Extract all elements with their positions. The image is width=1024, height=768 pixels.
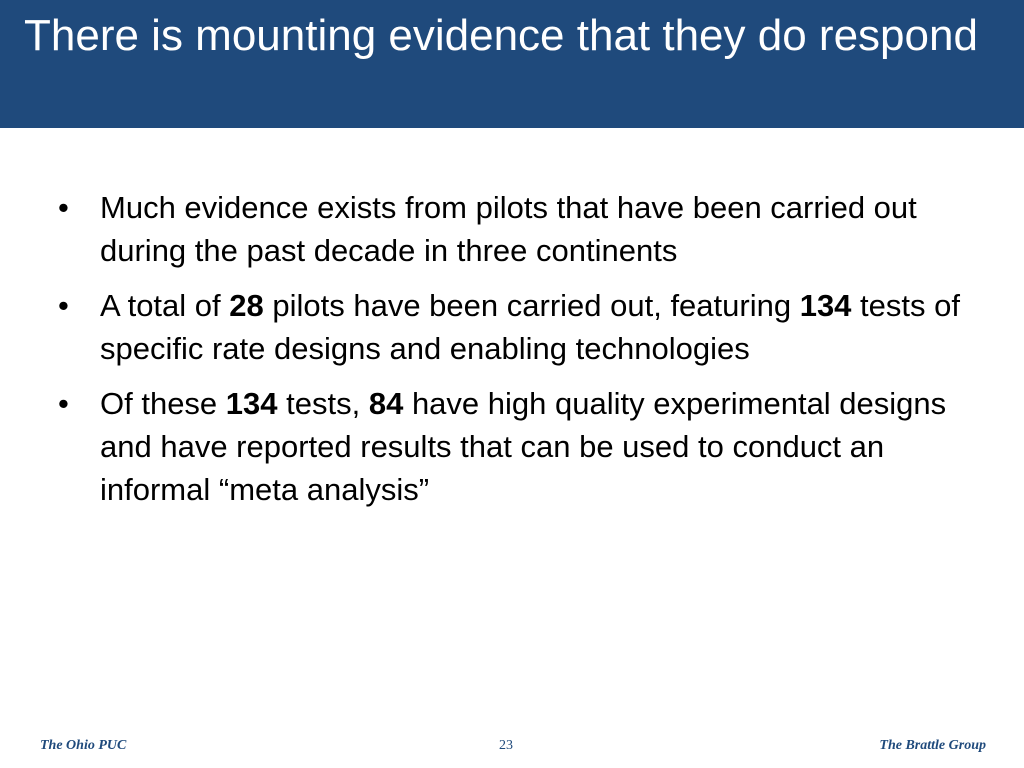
bullet-item [58,284,978,370]
slide-title: There is mounting evidence that they do respond [24,11,978,60]
bullet-bold-number: 134 [799,288,852,323]
bullet-text-segment: Of these [100,386,226,421]
bullet-bold-number: 28 [229,288,264,323]
slide-content [58,186,978,523]
bullet-text-segment: have high quality experimental designs and have reported results that can be used to conduct an informal “meta analysis” [100,386,947,507]
bullet-item [58,382,978,511]
bullet-text-segment: pilots have been carried out, featuring [263,288,800,323]
bullet-text-segment: tests of specific rate designs and enabling technologies [100,288,960,366]
bullet-list [58,186,978,511]
bullet-text-segment: tests, [277,386,369,421]
title-bar [0,0,1024,128]
footer-left-text: The Ohio PUC [40,738,127,753]
bullet-text-segment: Much evidence exists from pilots that have been carried out during the past decade in three continents [100,190,917,268]
bullet-bold-number: 84 [368,386,404,421]
footer-right-text: The Brattle Group [879,738,986,753]
bullet-text-segment: A total of [100,288,230,323]
bullet-icon: • [58,190,69,225]
slide-footer [0,736,1024,756]
bullet-icon: • [58,288,69,323]
bullet-item [58,186,978,272]
page-number: 23 [499,738,513,753]
bullet-icon: • [58,386,69,421]
bullet-bold-number: 134 [225,386,278,421]
